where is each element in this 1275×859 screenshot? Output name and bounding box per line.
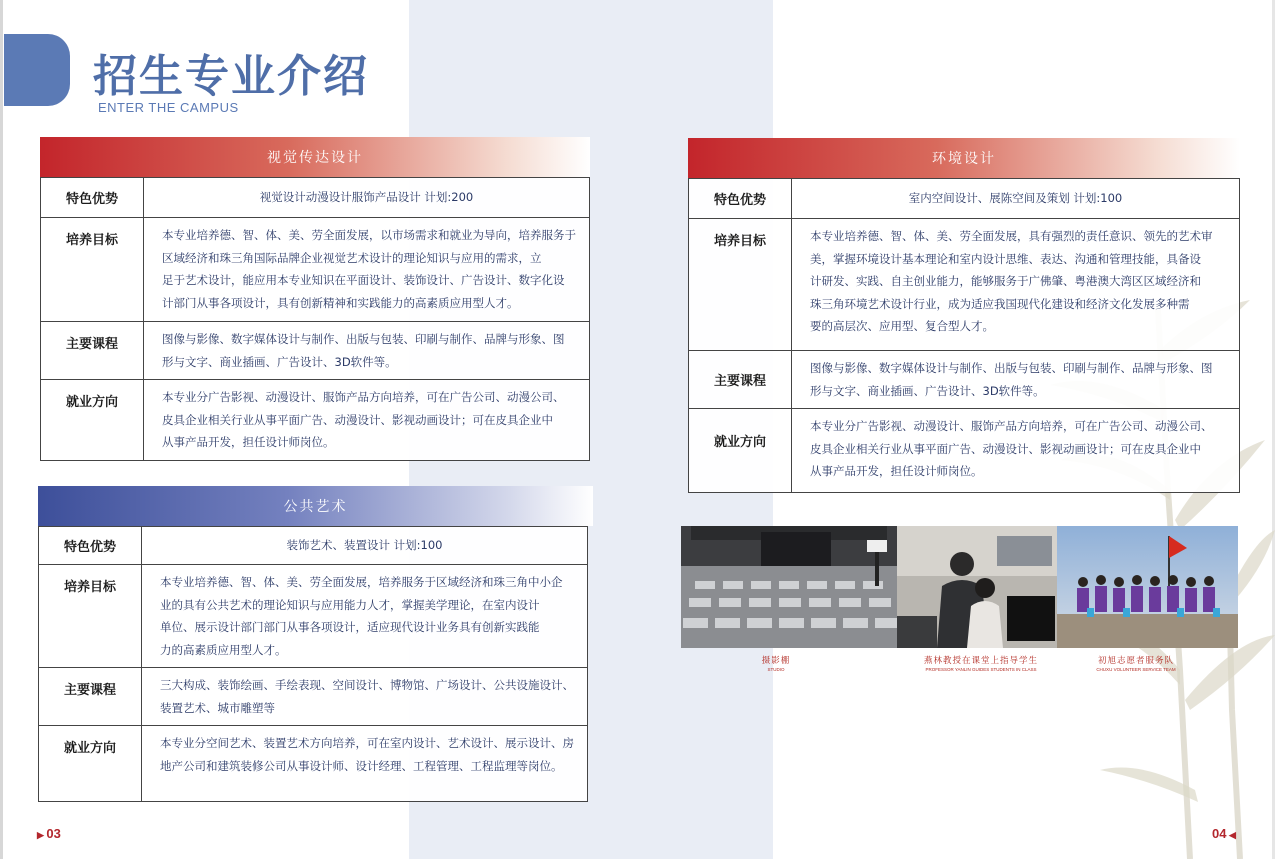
row-text <box>144 380 590 461</box>
text-line: 形与文字、商业插画、广告设计、3D软件等。 <box>810 383 1045 398</box>
text-line: 本专业培养德、智、体、美、劳全面发展，具有强烈的责任意识、领先的艺术审 <box>810 229 1213 243</box>
row-text <box>142 565 588 668</box>
text-line: 力的高素质应用型人才。 <box>160 642 287 657</box>
table-row <box>39 565 588 668</box>
row-label: 培养目标 <box>41 218 144 322</box>
table-row <box>689 219 1240 351</box>
photo-studio <box>681 526 897 648</box>
text-line: 从事产品开发，担任设计师岗位。 <box>162 435 335 449</box>
photo-captions <box>681 654 1238 674</box>
text-line: 本专业分广告影视、动漫设计、服饰产品方向培养，可在广告公司、动漫公司、 <box>162 390 565 404</box>
text-line: 皮具企业相关行业从事平面广告、动漫设计、影视动画设计；可在皮具企业中 <box>162 412 553 427</box>
table-row <box>41 178 590 218</box>
row-label: 特色优势 <box>689 179 792 219</box>
row-text <box>792 219 1240 351</box>
page-edge-left <box>0 0 3 859</box>
row-label: 主要课程 <box>689 351 792 409</box>
caption-en: STUDIO <box>767 667 785 672</box>
text-line: 皮具企业相关行业从事平面广告、动漫设计、影视动画设计；可在皮具企业中 <box>810 441 1201 456</box>
row-label: 培养目标 <box>689 219 792 351</box>
major-environment-design <box>688 138 1240 493</box>
table-row <box>39 668 588 726</box>
caption-volunteer <box>1081 654 1191 672</box>
text-line: 形与文字、商业插画、广告设计、3D软件等。 <box>162 354 397 369</box>
caption-classroom <box>911 654 1051 672</box>
caption-cn: 摄影棚 <box>761 656 791 666</box>
row-label: 就业方向 <box>41 380 144 461</box>
text-line: 图像与影像、数字媒体设计与制作、出版与包装、印刷与制作、品牌与形象、图 <box>810 361 1213 375</box>
photo-volunteer-team <box>1057 526 1238 648</box>
text-line: 本专业培养德、智、体、美、劳全面发展，以市场需求和就业为导向，培养服务于 <box>162 228 576 242</box>
row-text <box>142 726 588 802</box>
caption-en: CHUXU VOLUNTEER SERVICE TEAM <box>1096 667 1176 672</box>
row-text: 装饰艺术、装置设计 计划:100 <box>142 527 588 565</box>
row-label: 培养目标 <box>39 565 142 668</box>
photo-classroom <box>897 526 1057 648</box>
text-line: 区域经济和珠三角国际品牌企业视觉艺术设计的理论知识与应用的需求，立 <box>162 250 542 265</box>
text-line: 从事产品开发，担任设计师岗位。 <box>810 464 983 478</box>
table-row <box>41 322 590 380</box>
text-line: 装置艺术、城市雕塑等 <box>160 700 275 715</box>
page-number-text: 04 <box>1212 826 1227 841</box>
arrow-left-icon: ◀ <box>1226 830 1236 840</box>
caption-cn: 初旭志愿者服务队 <box>1097 656 1174 666</box>
page-title: 招生专业介绍 <box>93 51 369 102</box>
page-number-text: 03 <box>46 826 61 841</box>
row-label: 特色优势 <box>41 178 144 218</box>
photo-strip <box>681 526 1238 648</box>
major-public-art <box>38 486 593 802</box>
text-line: 计研发、实践、自主创业能力，能够服务于广佛肇、粤港澳大湾区区域经济和 <box>810 274 1201 288</box>
caption-cn: 燕林教授在课堂上指导学生 <box>923 656 1038 666</box>
caption-en: PROFESSOR YANLIN GUIDES STUDENTS IN CLASS <box>925 667 1037 672</box>
table-row <box>689 351 1240 409</box>
row-text: 室内空间设计、展陈空间及策划 计划:100 <box>792 179 1240 219</box>
text-line: 足于艺术设计，能应用本专业知识在平面设计、装饰设计、广告设计、数字化设 <box>162 273 565 287</box>
table-row <box>39 527 588 565</box>
text-line: 单位、展示设计部门部门从事各项设计，适应现代设计业务具有创新实践能 <box>160 620 540 634</box>
text-line: 计部门从事各项设计，具有创新精神和实践能力的高素质应用型人才。 <box>162 295 519 310</box>
table-row <box>39 726 588 802</box>
header-accent-tab <box>4 34 70 106</box>
major-visual-communication <box>40 137 590 461</box>
row-text: 视觉设计动漫设计服饰产品设计 计划:200 <box>144 178 590 218</box>
table-row <box>689 179 1240 219</box>
row-label: 主要课程 <box>41 322 144 380</box>
text-line: 珠三角环境艺术设计行业，成为适应我国现代化建设和经济文化发展多种需 <box>810 296 1190 311</box>
text-line: 业的具有公共艺术的理论知识与应用能力人才，掌握美学理论，在室内设计 <box>160 597 540 612</box>
row-text <box>144 322 590 380</box>
major-title: 公共艺术 <box>38 486 593 526</box>
row-label: 特色优势 <box>39 527 142 565</box>
major-info-table <box>688 178 1240 493</box>
table-row <box>41 218 590 322</box>
row-text <box>792 351 1240 409</box>
major-title: 视觉传达设计 <box>40 137 590 177</box>
arrow-right-icon: ▶ <box>37 830 47 840</box>
text-line: 本专业分广告影视、动漫设计、服饰产品方向培养，可在广告公司、动漫公司、 <box>810 419 1213 433</box>
row-label: 就业方向 <box>39 726 142 802</box>
row-text <box>142 668 588 726</box>
page-number-left <box>37 826 61 841</box>
text-line: 图像与影像、数字媒体设计与制作、出版与包装、印刷与制作、品牌与形象、图 <box>162 332 565 346</box>
page-number-right <box>1212 826 1236 841</box>
row-text <box>144 218 590 322</box>
text-line: 本专业培养德、智、体、美、劳全面发展，培养服务于区域经济和珠三角中小企 <box>160 575 563 589</box>
row-text <box>792 409 1240 493</box>
page-subtitle: ENTER THE CAMPUS <box>98 100 239 115</box>
text-line: 三大构成、装饰绘画、手绘表现、空间设计、博物馆、广场设计、公共设施设计、 <box>160 678 574 692</box>
table-row <box>689 409 1240 493</box>
row-label: 就业方向 <box>689 409 792 493</box>
text-line: 美，掌握环境设计基本理论和室内设计思维、表达、沟通和管理技能，具备设 <box>810 251 1201 266</box>
table-row <box>41 380 590 461</box>
text-line: 地产公司和建筑装修公司从事设计师、设计经理、工程管理、工程监理等岗位。 <box>160 758 563 773</box>
major-title: 环境设计 <box>688 138 1240 178</box>
caption-studio <box>721 654 831 672</box>
major-info-table <box>40 177 590 461</box>
text-line: 要的高层次、应用型、复合型人才。 <box>810 319 994 333</box>
row-label: 主要课程 <box>39 668 142 726</box>
major-info-table <box>38 526 588 802</box>
text-line: 本专业分空间艺术、装置艺术方向培养，可在室内设计、艺术设计、展示设计、房 <box>160 736 574 750</box>
